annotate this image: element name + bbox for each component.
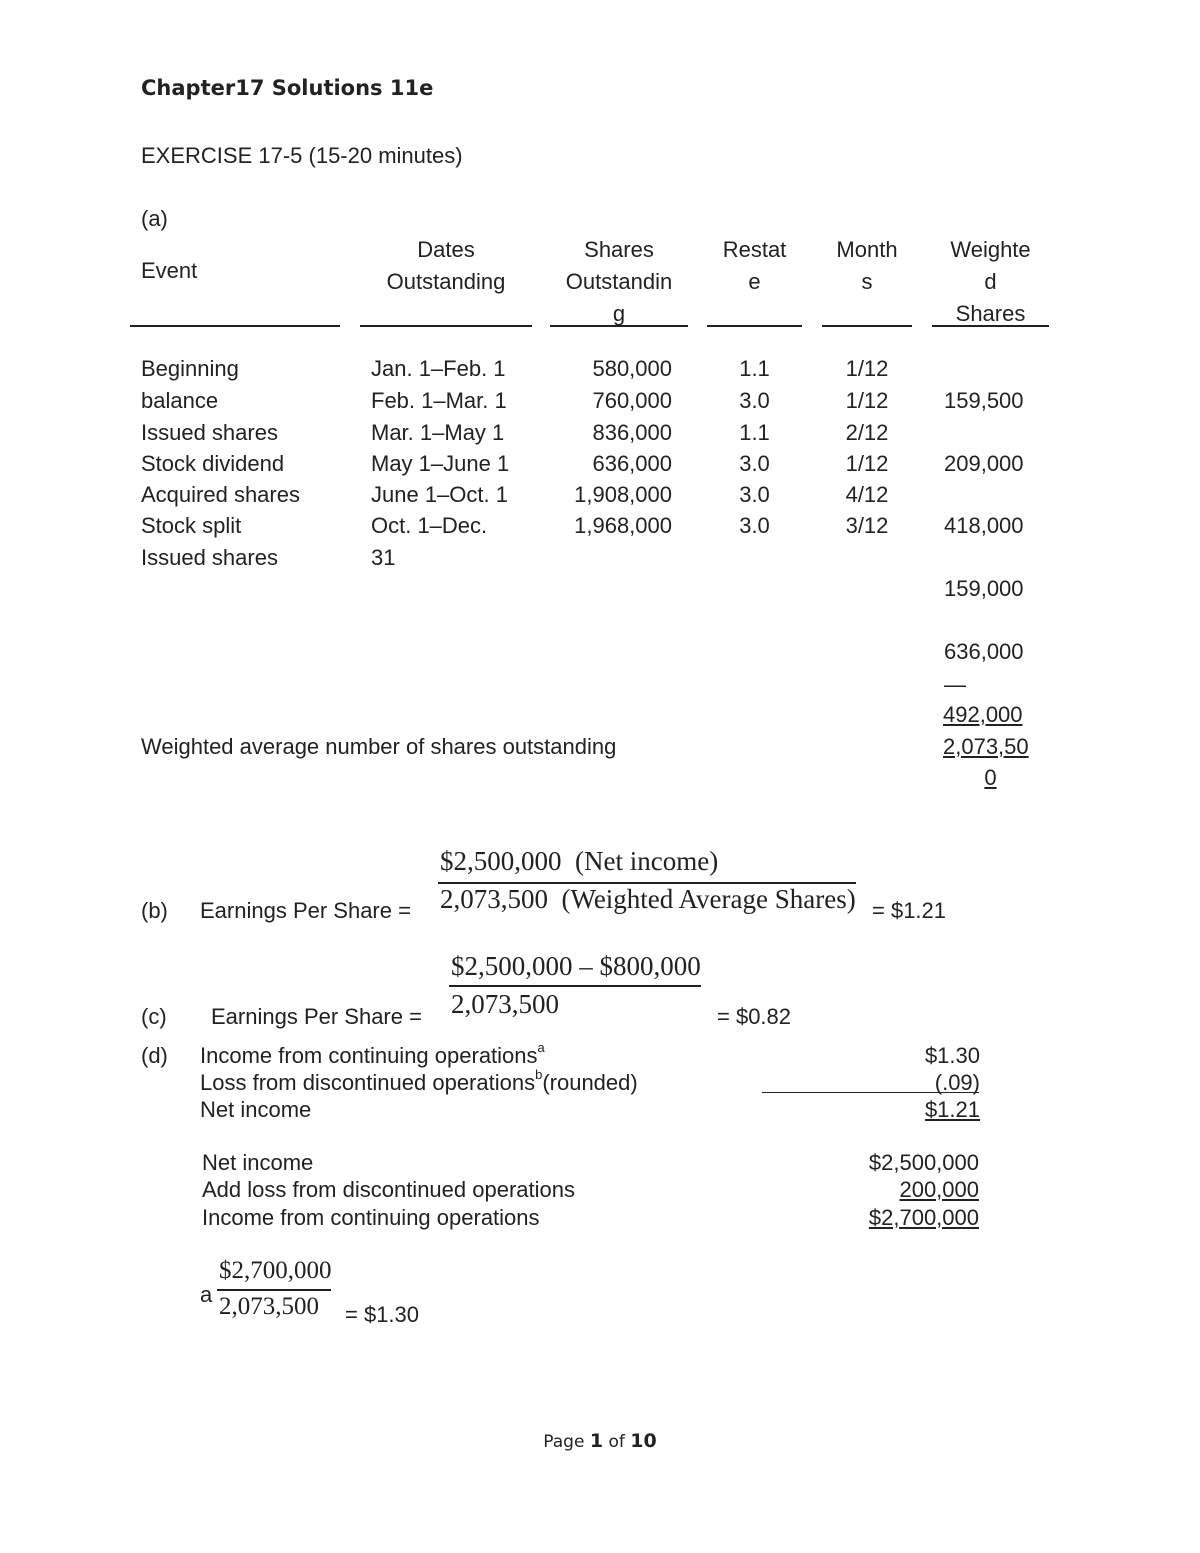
- weighted-cell: 418,000: [944, 513, 1024, 538]
- d-line2: Loss from discontinued operations$^b$(rounded): [200, 1066, 638, 1095]
- c-result: = $0.82: [717, 1004, 792, 1029]
- page-footer: Page 1 of 10: [543, 1430, 657, 1452]
- d-line3-value: $1.21: [924, 1097, 980, 1122]
- restate-cell: 3.0: [739, 482, 770, 507]
- event-cell: Issued shares: [141, 420, 278, 445]
- total-label: Weighted average number of shares outstanding: [141, 734, 617, 759]
- dates-cell: 31: [371, 545, 396, 570]
- total-value: 2,073,50: [943, 734, 1029, 759]
- footnote-numerator: $2,700,000: [219, 1257, 332, 1284]
- shares-cell: 1,968,000: [574, 513, 672, 538]
- weighted-cell: 492,000: [943, 702, 1023, 727]
- exercise-heading: EXERCISE 17-5 (15-20 minutes): [141, 143, 463, 168]
- calc-value: $2,500,000: [868, 1150, 979, 1175]
- shares-cell: 836,000: [592, 420, 672, 445]
- header-rule-months: [822, 325, 912, 327]
- c-denominator: 2,073,500: [451, 989, 559, 1019]
- months-cell: 4/12: [845, 482, 889, 507]
- d-line1-value: $1.30: [924, 1043, 980, 1068]
- c-numerator: $2,500,000 – $800,000: [451, 951, 701, 981]
- header-dates: Dates Outstanding: [386, 237, 506, 294]
- header-restate: Restat e: [722, 237, 787, 294]
- header-shares: Shares Outstandin g: [565, 237, 673, 326]
- dates-cell: May 1–June 1: [371, 451, 510, 476]
- calc-label: Add loss from discontinued operations: [202, 1177, 575, 1202]
- document-title: Chapter17 Solutions 11e: [141, 76, 434, 100]
- footnote-result: = $1.30: [345, 1302, 420, 1327]
- restate-cell: 1.1: [739, 420, 770, 445]
- dates-cell: Mar. 1–May 1: [371, 420, 505, 445]
- footnote-fraction-line: [217, 1289, 331, 1291]
- b-result: = $1.21: [872, 898, 947, 923]
- event-cell: Beginning: [141, 356, 239, 381]
- calc-value: 200,000: [899, 1177, 979, 1202]
- shares-cell: 636,000: [592, 451, 672, 476]
- b-text: Earnings Per Share =: [200, 898, 411, 923]
- d-line2-value: (.09): [934, 1070, 980, 1095]
- months-cell: 1/12: [845, 451, 889, 476]
- header-rule-shares: [550, 325, 688, 327]
- c-fraction-line: [449, 985, 701, 987]
- months-cell: 3/12: [845, 513, 889, 538]
- dates-cell: Oct. 1–Dec.: [371, 513, 488, 538]
- calc-value: $2,700,000: [868, 1205, 979, 1230]
- b-label: (b): [141, 898, 168, 923]
- months-cell: 1/12: [845, 356, 889, 381]
- footnote-marker: a: [200, 1282, 213, 1307]
- shares-cell: 760,000: [592, 388, 672, 413]
- header-event: Event: [141, 258, 198, 283]
- shares-cell: 580,000: [592, 356, 672, 381]
- event-cell: Issued shares: [141, 545, 278, 570]
- dates-cell: Jan. 1–Feb. 1: [371, 356, 506, 381]
- months-cell: 2/12: [845, 420, 889, 445]
- restate-cell: 3.0: [739, 513, 770, 538]
- restate-cell: 1.1: [739, 356, 770, 381]
- restate-cell: 3.0: [739, 388, 770, 413]
- d-line3: Net income: [200, 1097, 312, 1122]
- part-a-label: (a): [141, 206, 168, 231]
- months-cell: 1/12: [845, 388, 889, 413]
- weighted-cell: 159,000: [944, 576, 1024, 601]
- d-label: (d): [141, 1043, 168, 1068]
- shares-cell: 1,908,000: [574, 482, 672, 507]
- event-cell: balance: [141, 388, 219, 413]
- weighted-cell: 636,000: [944, 639, 1024, 664]
- header-weighted: Weighte d Shares: [950, 237, 1031, 326]
- footnote-denominator: 2,073,500: [219, 1293, 319, 1320]
- restate-cell: 3.0: [739, 451, 770, 476]
- header-rule-weighted: [932, 325, 1049, 327]
- dates-cell: June 1–Oct. 1: [371, 482, 508, 507]
- weighted-dash: —: [944, 672, 966, 697]
- header-rule-restate: [707, 325, 802, 327]
- calc-label: Income from continuing operations: [202, 1205, 540, 1230]
- dates-cell: Feb. 1–Mar. 1: [371, 388, 507, 413]
- header-months: Month s: [836, 237, 898, 294]
- weighted-cell: 159,500: [944, 388, 1024, 413]
- event-cell: Stock split: [141, 513, 242, 538]
- c-label: (c): [141, 1004, 167, 1029]
- header-rule-dates: [360, 325, 532, 327]
- b-denominator: 2,073,500 (Weighted Average Shares): [440, 884, 856, 914]
- event-cell: Stock dividend: [141, 451, 285, 476]
- c-text: Earnings Per Share =: [211, 1004, 422, 1029]
- header-rule-event: [130, 325, 340, 327]
- d-line1: Income from continuing operations$^a$: [200, 1039, 545, 1068]
- calc-label: Net income: [202, 1150, 314, 1175]
- event-cell: Acquired shares: [141, 482, 300, 507]
- total-value-wrap: 0: [984, 765, 997, 790]
- b-numerator: $2,500,000 (Net income): [440, 846, 719, 876]
- weighted-cell: 209,000: [944, 451, 1024, 476]
